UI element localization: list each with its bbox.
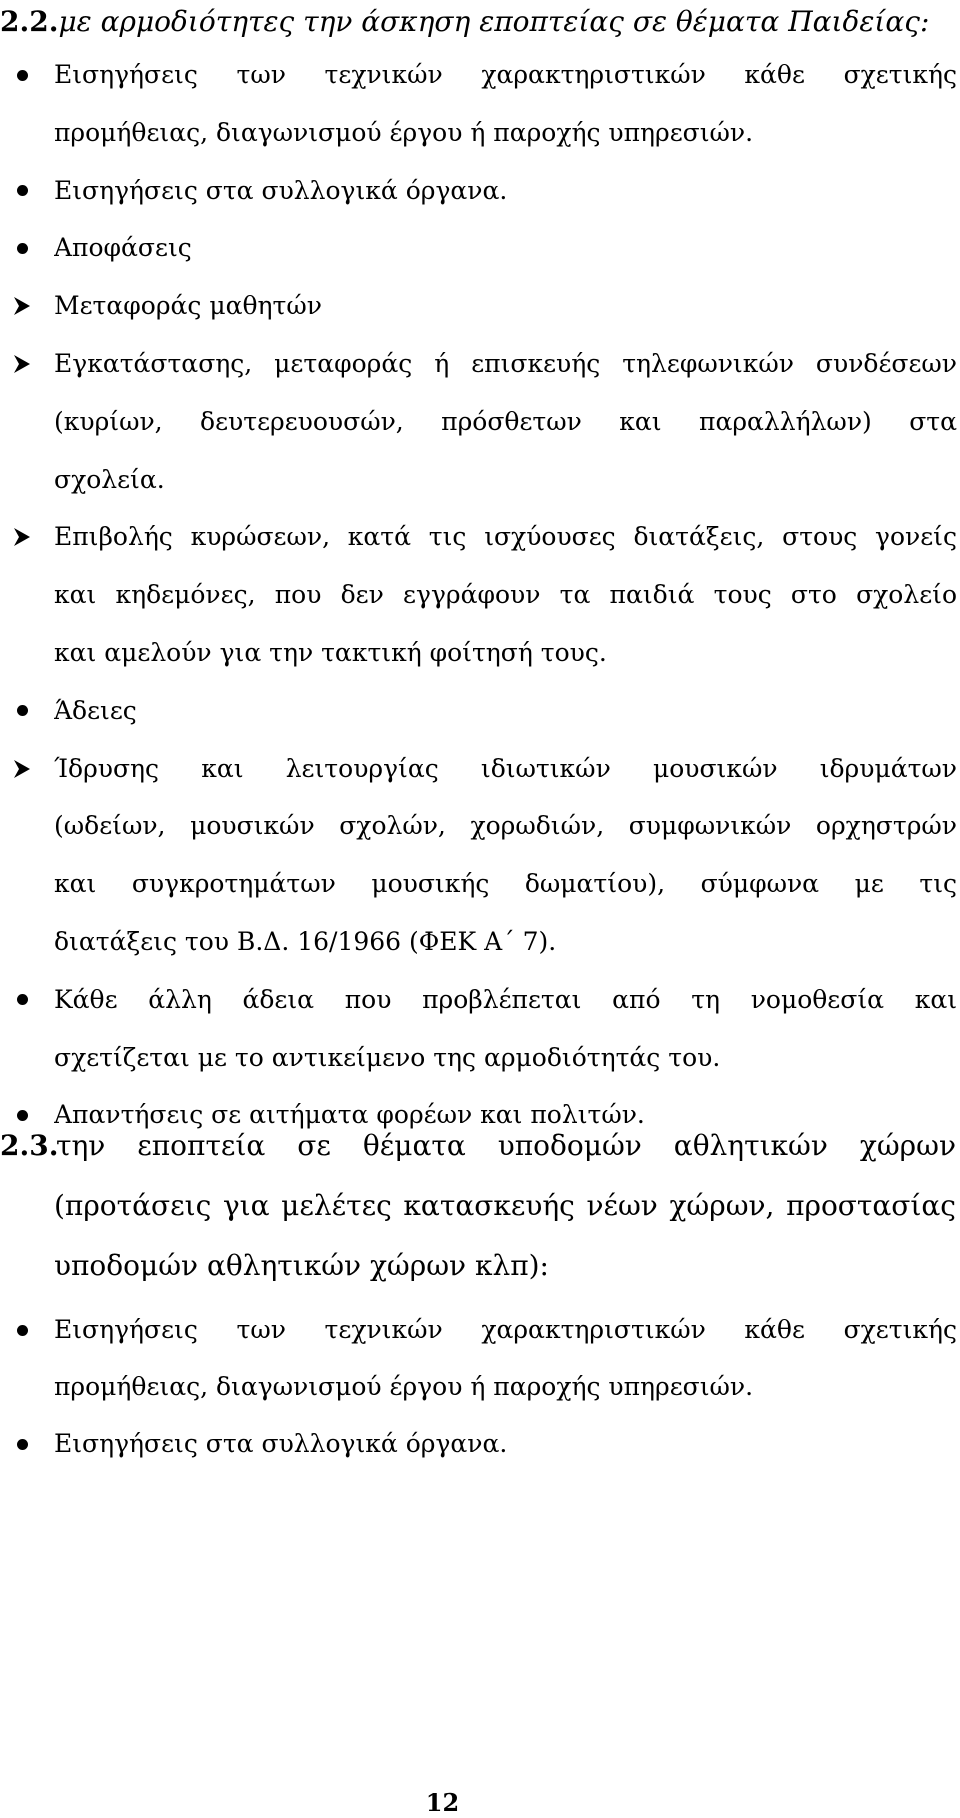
list-item-line: [0, 450, 960, 510]
section-2-2-number: 2.2.: [0, 5, 59, 38]
arrow-bullet-icon: [10, 334, 34, 394]
section-2-3-number: 2.3.: [0, 1129, 59, 1162]
list-item-line: [0, 565, 960, 625]
list-item-line: [0, 1028, 960, 1088]
list-item-line: [0, 739, 960, 799]
list-item-text: Επιβολής κυρώσεων, κατά τις ισχύουσες διατάξεις, στους γονείς: [54, 522, 957, 552]
list-item-text: Άδειες: [54, 695, 137, 725]
list-item-line: [0, 854, 960, 914]
section-2-2-title: με αρμοδιότητες την άσκηση εποπτείας σε θέματα Παιδείας:: [58, 5, 930, 38]
list-item-line: [0, 218, 960, 278]
list-item-line: [0, 45, 960, 105]
list-item-text: Εισηγήσεις των τεχνικών χαρακτηριστικών κάθε σχετικής: [54, 1315, 957, 1344]
bullet-dot-icon: [10, 681, 34, 741]
list-item-text: Μεταφοράς μαθητών: [54, 291, 322, 321]
list-item-line: [0, 970, 960, 1030]
section-2-3-heading-line-1: [0, 1116, 58, 1176]
arrow-bullet-icon: [10, 276, 34, 336]
list-item-text: (ωδείων, μουσικών σχολών, χορωδιών, συμφωνικών ορχηστρών: [54, 811, 957, 841]
list-item-text: και συγκροτημάτων μουσικής δωματίου), σύμφωνα με τις: [54, 869, 957, 899]
list-item-text: Εισηγήσεις των τεχνικών χαρακτηριστικών κάθε σχετικής: [54, 60, 957, 89]
list-item-line: [0, 623, 960, 683]
bullet-dot-icon: [10, 45, 34, 105]
section-2-3-title-line-2: (προτάσεις για μελέτες κατασκευής νέων χώρων, προστασίας: [54, 1189, 956, 1222]
list-item-text: διατάξεις του Β.Δ. 16/1966 (ΦΕΚ Α΄ 7).: [54, 927, 557, 956]
list-item-line: [0, 334, 960, 394]
list-item-line: [0, 276, 960, 336]
list-item-line: [0, 103, 960, 163]
list-item-text: σχολεία.: [54, 464, 165, 494]
bullet-dot-icon: [10, 218, 34, 278]
arrow-bullet-icon: [10, 739, 34, 799]
list-item-text: Ίδρυσης και λειτουργίας ιδιωτικών μουσικών ιδρυμάτων: [54, 753, 957, 783]
page-number: 12: [425, 1788, 460, 1817]
list-item-text: Κάθε άλλη άδεια που προβλέπεται από τη νομοθεσία και: [54, 984, 957, 1014]
list-item-text: Απαντήσεις σε αιτήματα φορέων και πολιτών.: [54, 1100, 645, 1130]
list-item-text: (κυρίων, δευτερευουσών, πρόσθετων και παραλλήλων) στα: [54, 406, 957, 436]
list-item-text: Εισηγήσεις στα συλλογικά όργανα.: [54, 175, 508, 205]
list-item-text: Εισηγήσεις στα συλλογικά όργανα.: [54, 1429, 508, 1458]
bullet-dot-icon: [10, 970, 34, 1030]
list-item-line: [0, 507, 960, 567]
list-item-line: [0, 1357, 960, 1417]
list-item-text: προμήθειας, διαγωνισμού έργου ή παροχής υπηρεσιών.: [54, 117, 754, 147]
list-item-line: [0, 392, 960, 452]
arrow-bullet-icon: [10, 507, 34, 567]
list-item-line: [0, 912, 960, 972]
bullet-dot-icon: [10, 1300, 34, 1360]
list-item-text: και κηδεμόνες, που δεν εγγράφουν τα παιδιά τους στο σχολείο: [54, 580, 957, 610]
list-item-line: [0, 1300, 960, 1360]
list-item-text: προμήθειας, διαγωνισμού έργου ή παροχής υπηρεσιών.: [54, 1372, 754, 1401]
bullet-dot-icon: [10, 161, 34, 221]
list-item-line: [0, 1414, 960, 1474]
list-item-text: και αμελούν για την τακτική φοίτησή τους.: [54, 638, 607, 667]
list-item-line: [0, 161, 960, 221]
bullet-dot-icon: [10, 1414, 34, 1474]
list-item-text: σχετίζεται με το αντικείμενο της αρμοδιότητάς του.: [54, 1042, 721, 1072]
list-item-text: Αποφάσεις: [54, 233, 192, 263]
list-item-text: Εγκατάστασης, μεταφοράς ή επισκευής τηλεφωνικών συνδέσεων: [54, 349, 957, 378]
section-2-3-title-line-3: υποδομών αθλητικών χώρων κλπ):: [54, 1249, 549, 1282]
section-2-3-title-line-1: την εποπτεία σε θέματα υποδομών αθλητικών χώρων: [56, 1129, 956, 1162]
list-item-line: [0, 796, 960, 856]
list-item-line: [0, 681, 960, 741]
